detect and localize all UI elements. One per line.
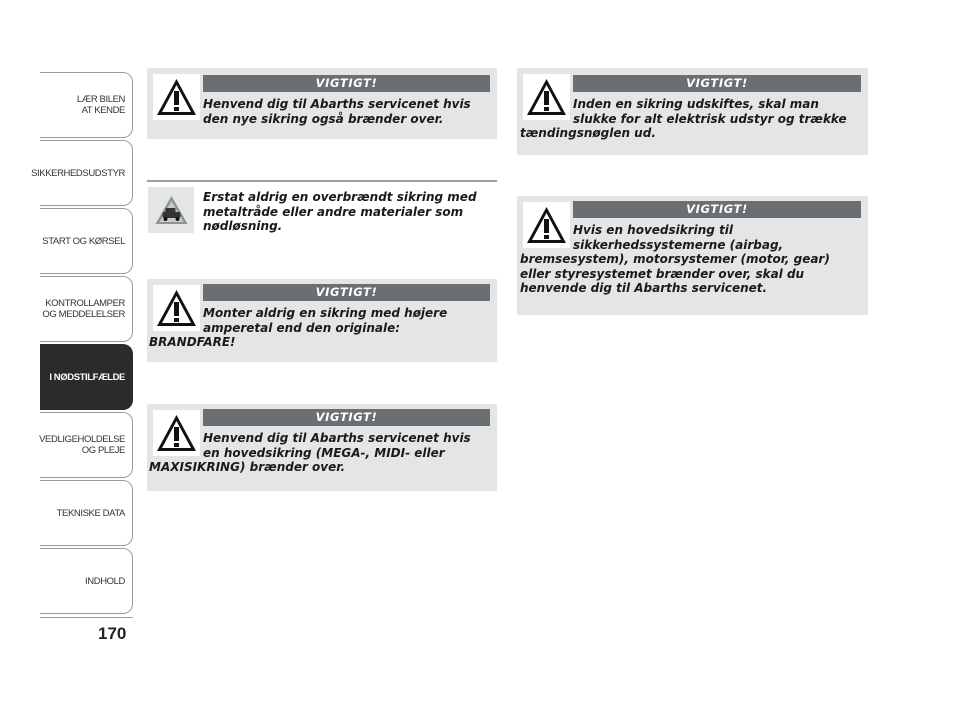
- tab-label: I NØDSTILFÆLDE: [49, 371, 125, 383]
- tab-vedligeholdelse[interactable]: [40, 412, 133, 478]
- warning-text-tail: MAXISIKRING) brænder over.: [149, 460, 346, 474]
- tab-label: OG PLEJE: [81, 445, 125, 456]
- tab-indhold[interactable]: [40, 548, 133, 614]
- note-box: [147, 182, 497, 240]
- warning-text: Henvend dig til Abarths servicenet hvis en hovedsikring (MEGA-, MIDI- eller: [203, 431, 471, 460]
- warning-header: VIGTIGT!: [573, 75, 861, 92]
- warning-triangle-icon: [523, 202, 570, 248]
- warning-triangle-icon: [153, 74, 200, 120]
- tab-start-og-korsel[interactable]: [40, 208, 133, 274]
- warning-triangle-icon: [153, 410, 200, 456]
- tab-i-nodstilfaelde[interactable]: [40, 344, 133, 410]
- warning-header: VIGTIGT!: [203, 75, 490, 92]
- warning-text-tail: tændingsnøglen ud.: [520, 126, 656, 140]
- warning-box: [147, 279, 497, 362]
- warning-text: Monter aldrig en sikring med højere amperetal end den originale:: [203, 306, 448, 335]
- warning-text: Hvis en hovedsikring til sikkerhedssystemerne (airbag,: [573, 223, 784, 252]
- warning-text: Henvend dig til Abarths servicenet hvis den nye sikring også brænder over.: [203, 97, 471, 126]
- tab-tekniske-data[interactable]: [40, 480, 133, 546]
- tab-label: SIKKERHEDSUDSTYR: [31, 167, 125, 179]
- page-number: 170: [98, 624, 127, 643]
- tab-label: OG MEDDELELSER: [42, 309, 125, 320]
- tab-laer-bilen[interactable]: [40, 72, 133, 138]
- tab-kontrollamper[interactable]: [40, 276, 133, 342]
- warning-header: VIGTIGT!: [573, 201, 861, 218]
- warning-text-tail: BRANDFARE!: [149, 335, 236, 349]
- warning-box: [517, 196, 868, 315]
- warning-box: [517, 68, 868, 155]
- note-text: Erstat aldrig en overbrændt sikring med metaltråde eller andre materialer som nødløsning.: [203, 190, 477, 233]
- tab-label: KONTROLLAMPER: [45, 298, 125, 309]
- warning-header: VIGTIGT!: [203, 284, 490, 301]
- warning-triangle-icon: [153, 285, 200, 331]
- car-hazard-icon: [148, 187, 194, 233]
- tab-label: AT KENDE: [81, 105, 125, 116]
- tab-label: START OG KØRSEL: [42, 235, 125, 247]
- tab-label: INDHOLD: [85, 575, 125, 587]
- warning-triangle-icon: [523, 74, 570, 120]
- tab-label: TEKNISKE DATA: [56, 507, 125, 519]
- tab-sikkerhedsudstyr[interactable]: [31, 140, 133, 206]
- warning-box: [147, 404, 497, 491]
- warning-text: Inden en sikring udskiftes, skal man slukke for alt elektrisk udstyr og trække: [573, 97, 847, 126]
- warning-text-tail: bremsesystem), motorsystemer (motor, gear) eller styresystemet brænder over, skal du henvende dig til Abarths servicenet.: [520, 252, 830, 295]
- warning-box: [147, 68, 497, 139]
- tab-label: VEDLIGEHOLDELSE: [39, 434, 125, 445]
- warning-header: VIGTIGT!: [203, 409, 490, 426]
- page-divider: [40, 617, 133, 618]
- tab-label: LÆR BILEN: [76, 94, 125, 105]
